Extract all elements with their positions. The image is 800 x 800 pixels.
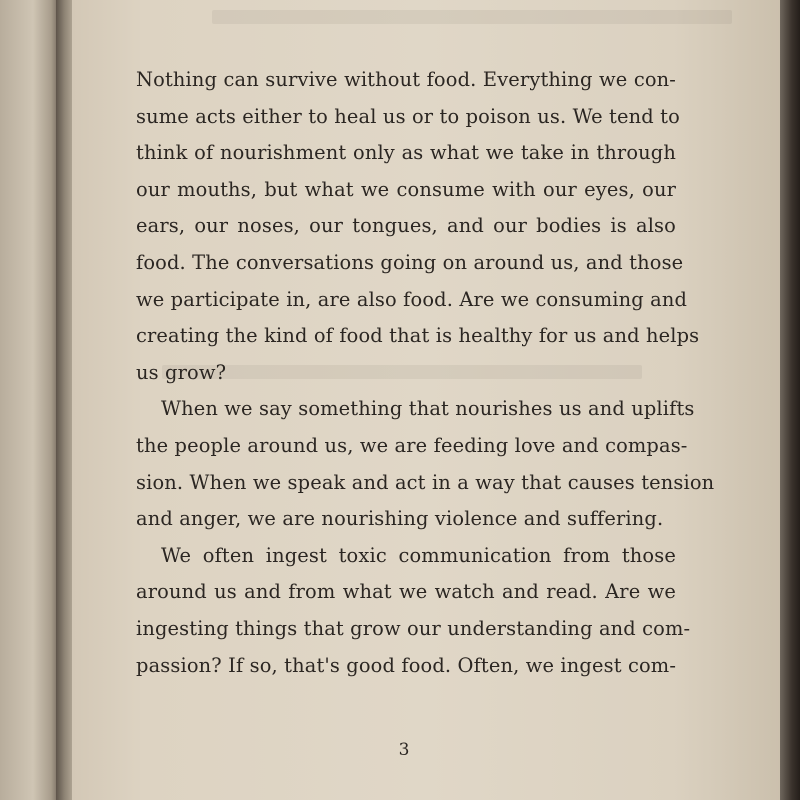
text-line: our mouths, but what we consume with our eyes, our [136,177,676,201]
text-line: sion. When we speak and act in a way that causes tension [136,470,715,494]
text-line: creating the kind of food that is healthy for us and helps [136,324,700,348]
text-line: sume acts either to heal us or to poison us. We tend to [136,104,680,128]
show-through [212,10,732,24]
text-line: passion? If so, that's good food. Often, we ingest com- [136,653,677,677]
text-line: food. The conversations going on around us, and those [136,250,684,274]
text-line: ingesting things that grow our understanding and com- [136,616,691,640]
page-number [0,740,800,760]
text-line: the people around us, we are feeding love and compas- [136,433,688,457]
text-line: When we say something that nourishes us and uplifts [161,397,695,421]
text-line: and anger, we are nourishing violence and suffering. [136,507,664,531]
paragraph-2 [136,391,715,537]
paragraph-1 [136,62,700,391]
text-line: we participate in, are also food. Are we consuming and [136,287,688,311]
page-edge-shadow [780,0,800,800]
page-number-text: 3 [398,740,410,760]
body-text [136,62,715,684]
text-line: We often ingest toxic communication from those [161,543,676,567]
text-line: think of nourishment only as what we take in through [136,141,676,165]
text-line: around us and from what we watch and read. Are we [136,580,676,604]
facing-page-edge [0,0,60,800]
text-line: us grow? [136,360,227,384]
paragraph-3 [136,538,691,684]
text-line: Nothing can survive without food. Everything we con- [136,68,676,91]
text-line: ears, our noses, our tongues, and our bodies is also [136,214,676,238]
